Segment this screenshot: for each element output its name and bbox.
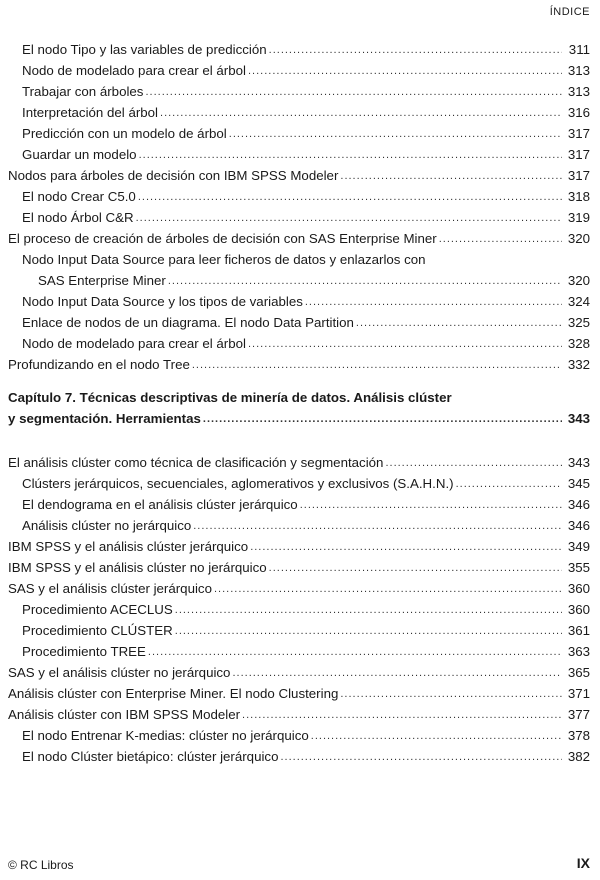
toc-entry-title: El proceso de creación de árboles de decisión con SAS Enterprise Miner [8, 231, 437, 246]
toc-entry[interactable] [8, 686, 590, 702]
toc-entry-page: 346 [567, 518, 590, 533]
toc-entry-title: Análisis clúster no jerárquico [22, 518, 192, 533]
toc-entry[interactable] [8, 539, 590, 555]
toc-entry-wrap-line1[interactable] [22, 252, 590, 268]
leader-dots [136, 210, 562, 226]
toc-entry[interactable] [22, 189, 590, 205]
toc-entry[interactable] [22, 210, 590, 226]
toc-entry-title: Nodo de modelado para crear el árbol [22, 336, 246, 351]
leader-dots [203, 411, 562, 427]
toc-entry-page: 360 [567, 602, 590, 617]
toc-entry-page: 316 [567, 105, 590, 120]
leader-dots [168, 273, 562, 289]
toc-entry-page: 320 [567, 273, 590, 288]
toc-entry-title: El nodo Tipo y las variables de predicción [22, 42, 267, 57]
leader-dots [193, 518, 562, 534]
toc-entry-page: 382 [567, 749, 590, 764]
toc-entry-title: Clústers jerárquicos, secuenciales, aglomerativos y exclusivos (S.A.H.N.) [22, 476, 454, 491]
page-number: IX [576, 855, 590, 871]
toc-entry[interactable] [22, 315, 590, 331]
toc-entry[interactable] [22, 602, 590, 618]
toc-entry-page: 332 [567, 357, 590, 372]
leader-dots [175, 602, 562, 618]
toc-entry-page: 363 [567, 644, 590, 659]
toc-entry-title: Nodo Input Data Source y los tipos de variables [22, 294, 303, 309]
toc-entry-page: 320 [567, 231, 590, 246]
toc-entry[interactable] [22, 644, 590, 660]
toc-entry-page: 377 [567, 707, 590, 722]
toc-entry-page: 311 [568, 42, 590, 57]
toc-entry[interactable] [22, 336, 590, 352]
toc-entry[interactable] [22, 147, 590, 163]
leader-dots [248, 336, 562, 352]
leader-dots [269, 42, 562, 58]
toc-entry[interactable] [22, 126, 590, 142]
toc-entry[interactable] [8, 560, 590, 576]
leader-dots [139, 147, 562, 163]
chapter-title-cont: y segmentación. Herramientas [8, 411, 201, 426]
toc-entry[interactable] [22, 497, 590, 513]
toc-entry-title: El nodo Entrenar K-medias: clúster no jerárquico [22, 728, 309, 743]
toc-entry[interactable] [22, 105, 590, 121]
toc-entry-page: 349 [567, 539, 590, 554]
leader-dots [214, 581, 562, 597]
toc-entry-page: 324 [567, 294, 590, 309]
toc-entry[interactable] [22, 749, 590, 765]
toc-entry-page: 343 [567, 455, 590, 470]
toc-entry[interactable] [8, 357, 590, 373]
leader-dots [229, 126, 562, 142]
toc-entry-title: El nodo Crear C5.0 [22, 189, 136, 204]
leader-dots [385, 455, 562, 471]
toc-entry-title: Procedimiento ACECLUS [22, 602, 173, 617]
toc-entry-page: 317 [567, 168, 590, 183]
toc-entry-title: IBM SPSS y el análisis clúster no jerárquico [8, 560, 267, 575]
leader-dots [145, 84, 562, 100]
toc-entry[interactable] [22, 294, 590, 310]
leader-dots [160, 105, 562, 121]
toc-entry-wrap-line2[interactable] [38, 273, 590, 289]
leader-dots [232, 665, 562, 681]
toc-entry-page: 365 [567, 665, 590, 680]
toc-entry-title: El nodo Árbol C&R [22, 210, 134, 225]
leader-dots [340, 686, 562, 702]
toc-entry-page: 360 [567, 581, 590, 596]
toc-entry-page: 361 [567, 623, 590, 638]
leader-dots [311, 728, 562, 744]
toc-entry[interactable] [8, 581, 590, 597]
toc-entry-title: Predicción con un modelo de árbol [22, 126, 227, 141]
chapter-title-line2[interactable] [8, 411, 590, 427]
toc-entry-page: 318 [567, 189, 590, 204]
leader-dots [192, 357, 562, 373]
leader-dots [456, 476, 562, 492]
toc-entry[interactable] [8, 168, 590, 184]
toc-entry-page: 371 [567, 686, 590, 701]
toc-entry-title: Interpretación del árbol [22, 105, 159, 120]
toc-entry-title: Procedimiento CLÚSTER [22, 623, 173, 638]
toc-entry-title: IBM SPSS y el análisis clúster jerárquico [8, 539, 249, 554]
toc-entry-title: SAS Enterprise Miner [38, 273, 166, 288]
toc-entry[interactable] [22, 63, 590, 79]
toc-entry-title: El nodo Clúster bietápico: clúster jerárquico [22, 749, 279, 764]
running-header: ÍNDICE [549, 6, 590, 18]
toc-entry-page: 346 [567, 497, 590, 512]
leader-dots [242, 707, 562, 723]
toc-entry[interactable] [22, 476, 590, 492]
toc-entry-title: Nodo Input Data Source para leer ficheros de datos y enlazarlos con [22, 252, 426, 267]
toc-entry-page: 325 [567, 315, 590, 330]
toc-entry-title: Trabajar con árboles [22, 84, 144, 99]
leader-dots [300, 497, 562, 513]
chapter-page: 343 [567, 411, 590, 426]
leader-dots [250, 539, 562, 555]
toc-entry-title: Procedimiento TREE [22, 644, 146, 659]
leader-dots [138, 189, 562, 205]
leader-dots [148, 644, 562, 660]
toc-entry[interactable] [8, 231, 590, 247]
toc-entry[interactable] [8, 455, 590, 471]
toc-entry-title: Guardar un modelo [22, 147, 137, 162]
toc-entry-page: 317 [567, 126, 590, 141]
toc-entry-page: 328 [567, 336, 590, 351]
toc-entry-title: Nodos para árboles de decisión con IBM SPSS Modeler [8, 168, 339, 183]
leader-dots [340, 168, 562, 184]
toc-entry[interactable] [22, 42, 590, 58]
leader-dots [439, 231, 562, 247]
toc-entry-page: 313 [567, 63, 590, 78]
toc-entry[interactable] [22, 623, 590, 639]
toc-entry-title: Nodo de modelado para crear el árbol [22, 63, 246, 78]
toc-entry[interactable] [22, 518, 590, 534]
toc-entry-title: Análisis clúster con IBM SPSS Modeler [8, 707, 241, 722]
toc-entry-title: SAS y el análisis clúster no jerárquico [8, 665, 231, 680]
leader-dots [356, 315, 562, 331]
toc-entry-page: 313 [567, 84, 590, 99]
toc-entry-title: Análisis clúster con Enterprise Miner. El nodo Clustering [8, 686, 339, 701]
leader-dots [269, 560, 562, 576]
publisher-credit: © RC Libros [8, 858, 74, 872]
toc-entry-page: 319 [567, 210, 590, 225]
toc-entry[interactable] [22, 728, 590, 744]
toc-entry-page: 317 [567, 147, 590, 162]
leader-dots [175, 623, 562, 639]
toc-entry-title: El dendograma en el análisis clúster jerárquico [22, 497, 298, 512]
toc-entry-title: El análisis clúster como técnica de clasificación y segmentación [8, 455, 384, 470]
toc-entry[interactable] [8, 707, 590, 723]
toc-entry-page: 355 [567, 560, 590, 575]
leader-dots [305, 294, 562, 310]
toc-entry[interactable] [22, 84, 590, 100]
toc-entry-title: SAS y el análisis clúster jerárquico [8, 581, 212, 596]
toc-entry-title: Profundizando en el nodo Tree [8, 357, 190, 372]
toc-entry-title: Enlace de nodos de un diagrama. El nodo Data Partition [22, 315, 354, 330]
toc-entry-page: 345 [567, 476, 590, 491]
toc-entry[interactable] [8, 665, 590, 681]
toc-entry-page: 378 [567, 728, 590, 743]
leader-dots [248, 63, 562, 79]
leader-dots [280, 749, 562, 765]
chapter-title[interactable]: Capítulo 7. Técnicas descriptivas de minería de datos. Análisis clúster [8, 390, 452, 405]
